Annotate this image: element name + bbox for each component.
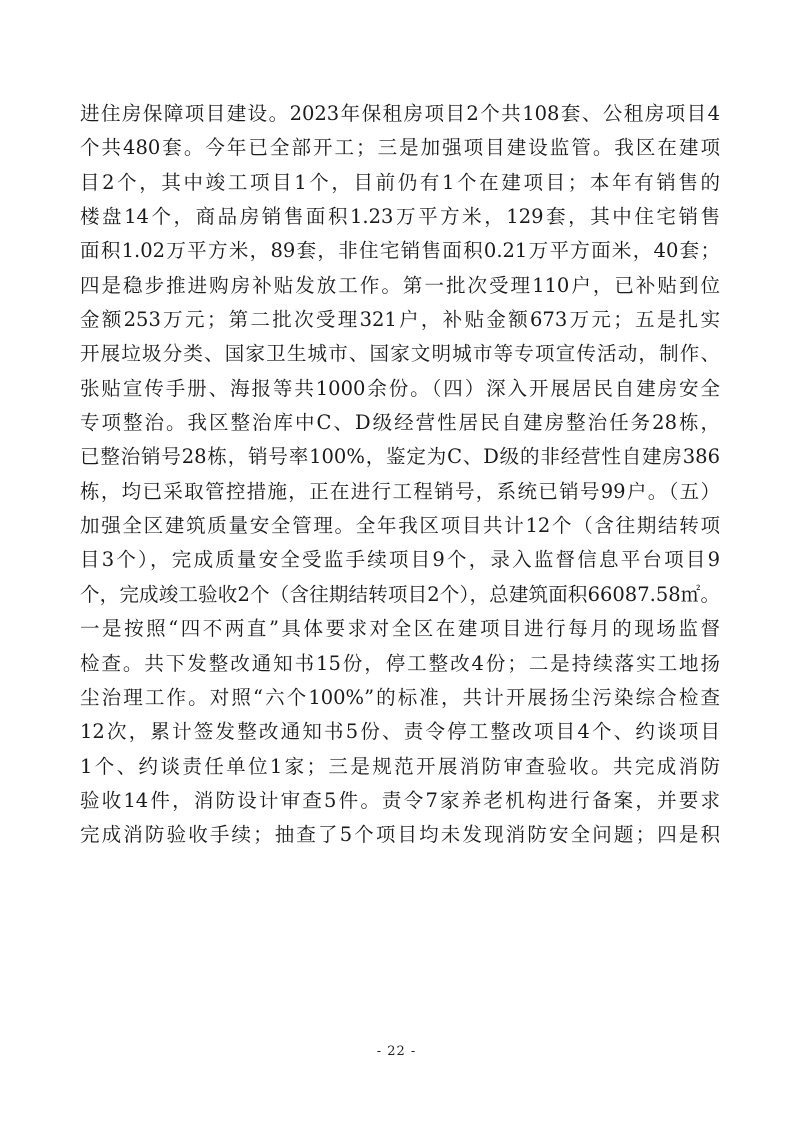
text-line: 验收14件，消防设计审查5件。责令7家养老机构进行备案，并要求 [80, 788, 720, 812]
text-line: 1个、约谈责任单位1家；三是规范开展消防审查验收。共完成消防 [80, 754, 720, 778]
body-text [80, 97, 720, 853]
text-line: 专项整治。我区整治库中C、D级经营性居民自建房整治任务28栋， [80, 411, 720, 435]
text-line: 完成消防验收手续；抽查了5个项目均未发现消防安全问题；四是积 [80, 823, 720, 847]
text-line: 目3个），完成质量安全受监手续项目9个，录入监督信息平台项目9 [80, 548, 720, 572]
text-line: 开展垃圾分类、国家卫生城市、国家文明城市等专项宣传活动，制作、 [80, 342, 720, 366]
text-line: 12次，累计签发整改通知书5份、责令停工整改项目4个、约谈项目 [80, 720, 720, 744]
text-line: 目2个，其中竣工项目1个，目前仍有1个在建项目；本年有销售的 [80, 170, 720, 194]
text-line: 栋，均已采取管控措施，正在进行工程销号，系统已销号99户。（五） [80, 479, 720, 503]
text-line: 金额253万元；第二批次受理321户，补贴金额673万元；五是扎实 [80, 308, 720, 332]
text-line: 四是稳步推进购房补贴发放工作。第一批次受理110户，已补贴到位 [80, 273, 720, 297]
page-number: - 22 - [376, 1044, 417, 1059]
text-line: 尘治理工作。对照“六个100%”的标准，共计开展扬尘污染综合检查 [80, 685, 720, 709]
text-line: 楼盘14个，商品房销售面积1.23万平方米，129套，其中住宅销售 [80, 205, 720, 229]
text-line: 个共480套。今年已全部开工；三是加强项目建设监管。我区在建项 [80, 136, 720, 160]
text-line: 面积1.02万平方米，89套，非住宅销售面积0.21万平方面米，40套； [80, 239, 720, 263]
text-line: 检查。共下发整改通知书15份，停工整改4份；二是持续落实工地扬 [80, 651, 720, 675]
text-line: 个，完成竣工验收2个（含往期结转项目2个），总建筑面积66087.58㎡。 [80, 582, 720, 606]
text-line: 张贴宣传手册、海报等共1000余份。（四）深入开展居民自建房安全 [80, 376, 720, 400]
text-line: 进住房保障项目建设。2023年保租房项目2个共108套、公租房项目4 [80, 102, 720, 125]
text-line: 一是按照“四不两直”具体要求对全区在建项目进行每月的现场监督 [80, 617, 720, 641]
text-line: 已整治销号28栋，销号率100%，鉴定为C、D级的非经营性自建房386 [80, 445, 720, 469]
text-line: 加强全区建筑质量安全管理。全年我区项目共计12个（含往期结转项 [80, 514, 720, 538]
